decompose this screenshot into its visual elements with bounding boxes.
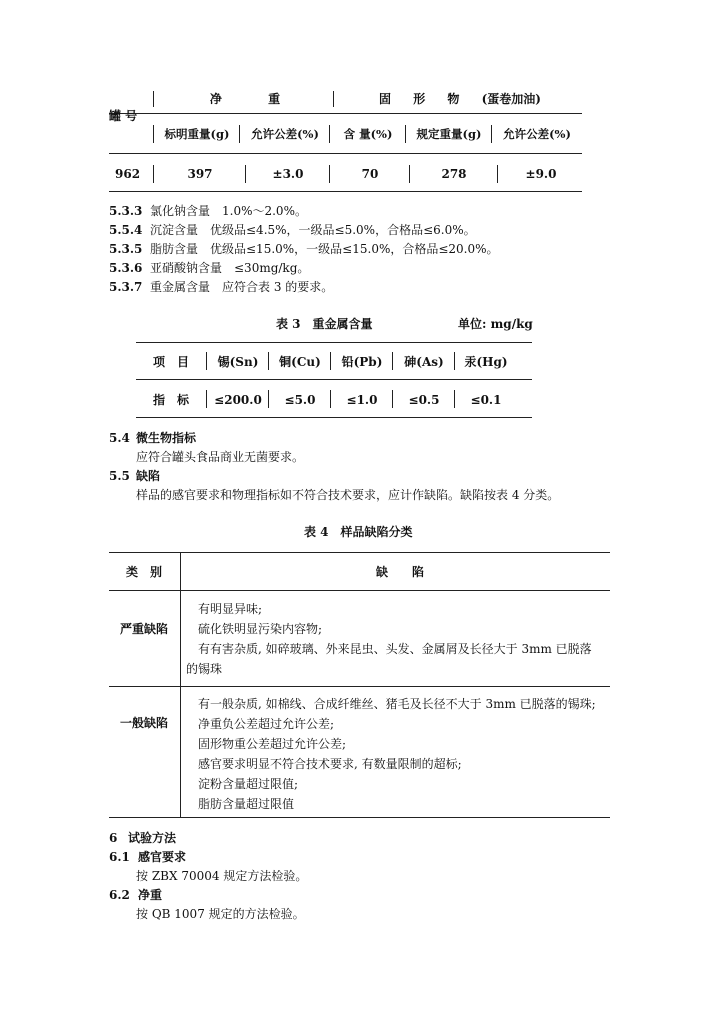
table-rule xyxy=(153,91,154,107)
clause-number: 5.3.5 xyxy=(109,242,143,256)
table-rule xyxy=(109,686,610,687)
table-rule xyxy=(206,352,207,370)
table-rule xyxy=(109,552,610,553)
table-rule xyxy=(330,352,331,370)
table-rule xyxy=(392,390,393,408)
table-rule xyxy=(330,390,331,408)
table-rule xyxy=(153,125,154,143)
section-number: 6 xyxy=(109,831,118,845)
table-rule xyxy=(333,91,334,107)
table-rule xyxy=(329,125,330,143)
column-header: 汞(Hg) xyxy=(464,355,508,369)
table-rule xyxy=(206,390,207,408)
clause-text: 亚硝酸钠含量 ≤30mg/kg。 xyxy=(150,261,310,275)
table-cell: ≤200.0 xyxy=(214,393,262,407)
table-rule xyxy=(405,125,406,143)
clause-number: 5.5.4 xyxy=(109,223,143,237)
table-rule xyxy=(153,165,154,183)
can-code: 962 xyxy=(115,167,141,181)
section-title: 微生物指标 xyxy=(136,431,197,445)
table-cell: ±9.0 xyxy=(525,167,557,181)
table-cell: ≤5.0 xyxy=(284,393,316,407)
column-header-defect: 缺 陷 xyxy=(375,565,424,579)
table-rule xyxy=(109,590,610,591)
table-unit: 单位: mg/kg xyxy=(458,317,533,331)
table-rule xyxy=(136,342,532,343)
section-number: 5.5 xyxy=(109,469,130,483)
clause-number: 5.3.6 xyxy=(109,261,143,275)
section-number: 6.1 xyxy=(109,850,130,864)
group-header-solids: 固 形 物 (蛋卷加油) xyxy=(379,92,541,106)
section-title: 感官要求 xyxy=(138,850,187,864)
table-rule xyxy=(136,417,532,418)
clause-number: 5.3.7 xyxy=(109,280,143,294)
clause-text: 脂肪含量 优级品≤15.0%，一级品≤15.0%，合格品≤20.0%。 xyxy=(150,242,499,256)
defect-item: 脂肪含量超过限值 xyxy=(198,797,295,811)
category-general: 一般缺陷 xyxy=(119,716,168,730)
defect-item: 有有害杂质, 如碎玻璃、外来昆虫、头发、金属屑及长径大于 3mm 已脱落 xyxy=(198,642,592,656)
table-cell: ±3.0 xyxy=(272,167,304,181)
clause-text: 重金属含量 应符合表 3 的要求。 xyxy=(150,280,334,294)
table-rule xyxy=(239,125,240,143)
table-rule xyxy=(454,352,455,370)
table-cell: ≤0.1 xyxy=(470,393,502,407)
section-title: 缺陷 xyxy=(136,469,161,483)
section-title: 净重 xyxy=(138,888,163,902)
group-header-net-weight: 净 重 xyxy=(209,92,281,106)
clause-number: 5.3.3 xyxy=(109,204,143,218)
column-header: 砷(As) xyxy=(404,355,444,369)
section-number: 5.4 xyxy=(109,431,130,445)
section-text: 样品的感官要求和物理指标如不符合技术要求，应计作缺陷。缺陷按表 4 分类。 xyxy=(136,488,560,502)
defect-item: 有明显异味; xyxy=(198,602,263,616)
table-rule xyxy=(497,165,498,183)
table-rule xyxy=(491,125,492,143)
table-rule xyxy=(409,165,410,183)
table-title: 表 3 重金属含量 xyxy=(276,317,373,331)
row-label: 指 标 xyxy=(152,393,189,407)
clause-text: 氯化钠含量 1.0%～2.0%。 xyxy=(150,204,307,218)
clause-text: 沉淀含量 优级品≤4.5%，一级品≤5.0%，合格品≤6.0%。 xyxy=(150,223,476,237)
section-text: 按 ZBX 70004 规定方法检验。 xyxy=(136,869,308,883)
defect-item: 硫化铁明显污染内容物; xyxy=(198,622,323,636)
column-header-category: 类 别 xyxy=(125,565,162,579)
column-header: 标明重量(g) xyxy=(164,127,230,141)
table-rule xyxy=(109,191,582,192)
section-text: 应符合罐头食品商业无菌要求。 xyxy=(136,450,305,464)
table-rule xyxy=(180,552,181,817)
table-cell: 70 xyxy=(361,167,379,181)
section-text: 按 QB 1007 规定的方法检验。 xyxy=(136,907,305,921)
column-header: 允许公差(%) xyxy=(503,127,571,141)
table-title: 表 4 样品缺陷分类 xyxy=(304,525,413,539)
column-header: 允许公差(%) xyxy=(251,127,319,141)
table-rule xyxy=(268,390,269,408)
table-rule xyxy=(245,165,246,183)
defect-item: 固形物重公差超过允许公差; xyxy=(198,737,347,751)
row-header: 罐 号 xyxy=(109,109,138,123)
table-rule xyxy=(109,817,610,818)
defect-item: 有一般杂质, 如棉线、合成纤维丝、猪毛及长径不大于 3mm 已脱落的锡珠; xyxy=(198,697,596,711)
defect-item: 净重负公差超过允许公差; xyxy=(198,717,335,731)
category-serious: 严重缺陷 xyxy=(119,622,168,636)
table-cell: 278 xyxy=(441,167,467,181)
column-header: 锡(Sn) xyxy=(217,355,259,369)
table-cell: ≤0.5 xyxy=(408,393,440,407)
column-header: 铜(Cu) xyxy=(279,355,321,369)
section-title: 试验方法 xyxy=(128,831,177,845)
defect-item: 感官要求明显不符合技术要求, 有数量限制的超标; xyxy=(198,757,462,771)
table-rule xyxy=(329,165,330,183)
section-number: 6.2 xyxy=(109,888,130,902)
table-rule xyxy=(136,379,532,380)
defect-item: 的锡珠 xyxy=(186,662,223,676)
table-rule xyxy=(109,153,582,154)
table-rule xyxy=(454,390,455,408)
column-header: 规定重量(g) xyxy=(416,127,482,141)
table-rule xyxy=(109,113,582,114)
table-cell: 397 xyxy=(187,167,213,181)
defect-item: 淀粉含量超过限值; xyxy=(198,777,299,791)
column-header: 铅(Pb) xyxy=(341,355,383,369)
column-header: 项 目 xyxy=(152,355,189,369)
table-rule xyxy=(268,352,269,370)
table-rule xyxy=(392,352,393,370)
column-header: 含 量(%) xyxy=(343,127,393,141)
table-cell: ≤1.0 xyxy=(346,393,378,407)
